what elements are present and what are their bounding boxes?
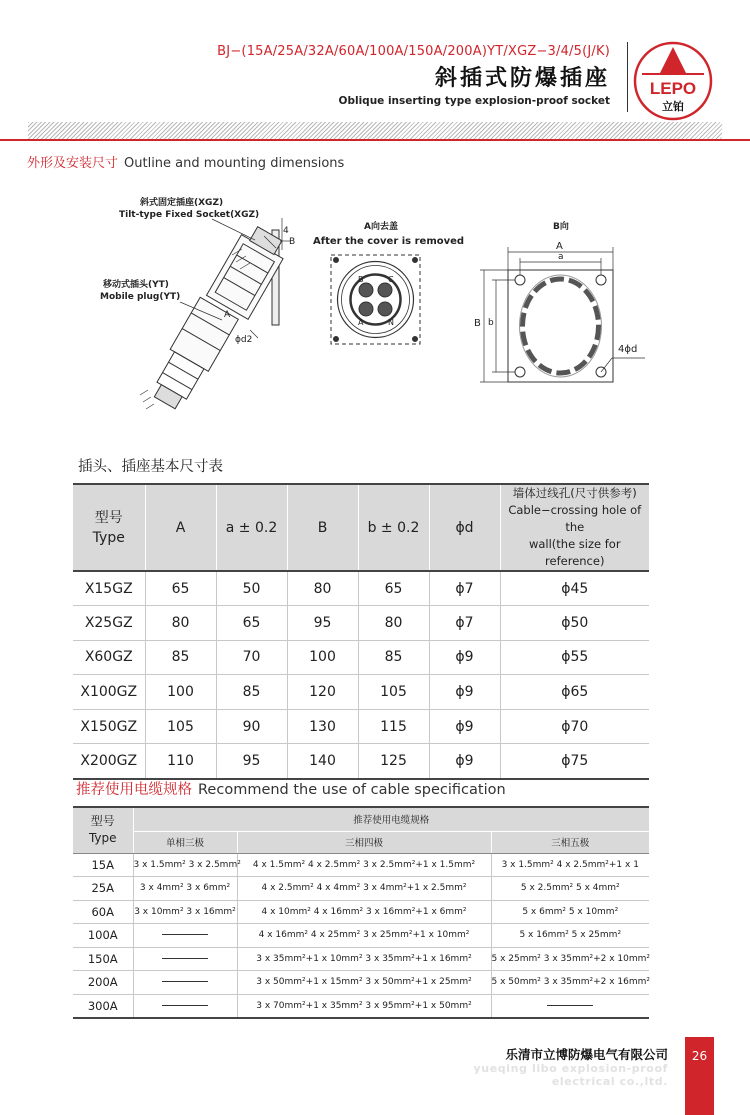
cell-B: 130 [287, 709, 358, 744]
cell-d: ϕ7 [429, 606, 500, 641]
col-type [73, 807, 133, 853]
cell-three4: 3 x 35mm²+1 x 10mm² 3 x 35mm²+1 x 16mm² [237, 947, 491, 971]
label-view-a-en: After the cover is removed [313, 236, 465, 247]
label-dim-d2: ϕd2 [235, 335, 253, 345]
table-row [73, 571, 649, 606]
cell-A: 80 [145, 606, 216, 641]
cell-type: 15A [73, 853, 133, 877]
col-wall-hole-cn: 墙体过线孔(尺寸供参考) [512, 486, 637, 500]
cell-three4: 3 x 50mm²+1 x 15mm² 3 x 50mm²+1 x 25mm² [237, 971, 491, 995]
cell-hole: ϕ65 [500, 675, 649, 710]
cell-a: 95 [216, 744, 287, 779]
page-subtitle: Oblique inserting type explosion-proof socket [338, 95, 610, 107]
label-fixed-socket-en: Tilt-type Fixed Socket(XGZ) [119, 210, 260, 220]
cell-A: 100 [145, 675, 216, 710]
view-b-drawing [480, 247, 645, 382]
col-type-en: Type [88, 831, 117, 846]
cell-B: 95 [287, 606, 358, 641]
label-dim-A: A [556, 241, 563, 252]
cell-b: 115 [358, 709, 429, 744]
cell-type: 60A [73, 900, 133, 924]
cell-B: 80 [287, 571, 358, 606]
col-B: B [287, 484, 358, 571]
pin-label-c: C [388, 275, 394, 284]
cell-a: 50 [216, 571, 287, 606]
cell-three5: 5 x 2.5mm² 5 x 4mm² [491, 877, 649, 901]
label-dim-b-side: B [289, 237, 296, 247]
cell-hole: ϕ55 [500, 640, 649, 675]
cell-type: X60GZ [73, 640, 145, 675]
cell-type: X100GZ [73, 675, 145, 710]
cell-hole: ϕ45 [500, 571, 649, 606]
label-dim-a-side: A [224, 310, 231, 320]
cell-B: 120 [287, 675, 358, 710]
cell-b: 105 [358, 675, 429, 710]
pin-label-a: A [358, 318, 364, 327]
cell-hole: ϕ75 [500, 744, 649, 779]
empty-dash [162, 934, 208, 935]
col-type-cn: 型号 [90, 814, 115, 829]
cell-b: 125 [358, 744, 429, 779]
cell-type: 25A [73, 877, 133, 901]
cell-single-empty [133, 994, 237, 1018]
cell-three4: 4 x 1.5mm² 4 x 2.5mm² 3 x 2.5mm²+1 x 1.5mm² [237, 853, 491, 877]
label-dim-B: B [474, 318, 481, 329]
cell-single-empty [133, 971, 237, 995]
cell-type: X200GZ [73, 744, 145, 779]
col-single-phase: 单相三极 [133, 831, 237, 853]
table-row [73, 640, 649, 675]
cell-type: X15GZ [73, 571, 145, 606]
company-name-cn: 乐清市立博防爆电气有限公司 [505, 1047, 668, 1062]
section-cable-title-en: Recommend the use of cable specification [198, 782, 506, 798]
label-dim-b: b [488, 318, 494, 328]
table-row [73, 877, 649, 901]
dimension-table-header [73, 484, 649, 571]
cell-a: 85 [216, 675, 287, 710]
cell-single: 3 x 10mm² 3 x 16mm² [133, 900, 237, 924]
col-type-en: Type [92, 529, 125, 546]
cell-A: 105 [145, 709, 216, 744]
cell-three4: 4 x 2.5mm² 4 x 4mm² 3 x 4mm²+1 x 2.5mm² [237, 877, 491, 901]
cell-type: 100A [73, 924, 133, 948]
cell-hole: ϕ50 [500, 606, 649, 641]
side-view-drawing [140, 218, 291, 414]
table-row [73, 947, 649, 971]
table-row [73, 971, 649, 995]
cell-single-empty [133, 947, 237, 971]
cable-table-subheader [73, 831, 649, 853]
dimension-table [73, 483, 649, 780]
empty-dash [162, 981, 208, 982]
col-b: b ± 0.2 [358, 484, 429, 571]
cell-three5: 3 x 1.5mm² 4 x 2.5mm²+1 x 1 [491, 853, 649, 877]
label-view-b: B向 [553, 222, 569, 232]
cell-type: 300A [73, 994, 133, 1018]
cell-three5: 5 x 25mm² 3 x 35mm²+2 x 10mm² [491, 947, 649, 971]
cell-a: 65 [216, 606, 287, 641]
table-row [73, 606, 649, 641]
table-row [73, 853, 649, 877]
cell-single: 3 x 1.5mm² 3 x 2.5mm² [133, 853, 237, 877]
section-outline-title-en: Outline and mounting dimensions [124, 156, 345, 171]
cell-d: ϕ9 [429, 640, 500, 675]
cell-b: 65 [358, 571, 429, 606]
col-A: A [145, 484, 216, 571]
col-three-phase-5: 三相五极 [491, 831, 649, 853]
label-dim-a: a [558, 252, 564, 262]
label-view-a-cn: A向去盖 [364, 222, 398, 232]
page-number: 26 [685, 1037, 714, 1115]
cell-three4: 3 x 70mm²+1 x 35mm² 3 x 95mm²+1 x 50mm² [237, 994, 491, 1018]
pin-label-n: N [388, 318, 394, 327]
view-a-drawing [331, 255, 420, 344]
cell-three4: 4 x 16mm² 4 x 25mm² 3 x 25mm²+1 x 10mm² [237, 924, 491, 948]
table-row [73, 709, 649, 744]
cell-d: ϕ7 [429, 571, 500, 606]
section-outline-title-cn: 外形及安装尺寸 [27, 156, 119, 171]
company-name-en-line2: electrical co.,ltd. [551, 1075, 668, 1088]
col-type [73, 484, 145, 571]
cell-single: 3 x 4mm² 3 x 6mm² [133, 877, 237, 901]
empty-dash [547, 1005, 593, 1006]
cell-three5: 5 x 16mm² 5 x 25mm² [491, 924, 649, 948]
cell-a: 90 [216, 709, 287, 744]
cable-spec-table [73, 806, 649, 1019]
col-wall-hole-en2: wall(the size for reference) [528, 537, 621, 568]
label-fixed-socket-cn: 斜式固定插座(XGZ) [140, 198, 224, 208]
cell-single-empty [133, 924, 237, 948]
logo-cn: 立铂 [662, 100, 684, 113]
cell-b: 85 [358, 640, 429, 675]
col-a: a ± 0.2 [216, 484, 287, 571]
cell-type: 200A [73, 971, 133, 995]
table-row [73, 744, 649, 779]
page-title: 斜插式防爆插座 [434, 66, 610, 91]
col-wall-hole [500, 484, 649, 571]
section-cable-heading [76, 778, 506, 799]
col-three-phase-4: 三相四极 [237, 831, 491, 853]
label-mobile-plug-cn: 移动式插头(YT) [103, 280, 169, 290]
cell-B: 100 [287, 640, 358, 675]
cell-three5-empty [491, 994, 649, 1018]
logo-text: LEPO [649, 79, 697, 98]
table1-caption: 插头、插座基本尺寸表 [78, 459, 223, 475]
cell-type: X150GZ [73, 709, 145, 744]
section-cable-title-cn: 推荐使用电缆规格 [76, 782, 192, 798]
empty-dash [162, 1005, 208, 1006]
table-row [73, 675, 649, 710]
dimension-drawings [0, 0, 750, 430]
cable-table-header [73, 807, 649, 831]
cell-hole: ϕ70 [500, 709, 649, 744]
cell-d: ϕ9 [429, 675, 500, 710]
cell-three5: 5 x 6mm² 5 x 10mm² [491, 900, 649, 924]
col-d: ϕd [429, 484, 500, 571]
company-name-en-line1: yueqing libo explosion-proof [473, 1062, 668, 1075]
cell-d: ϕ9 [429, 709, 500, 744]
label-dim-4: 4 [283, 226, 289, 236]
cell-type: 150A [73, 947, 133, 971]
model-series: BJ−(15A/25A/32A/60A/100A/150A/200A)YT/XGZ−3/4/5(J/K) [217, 44, 610, 59]
table-row [73, 900, 649, 924]
empty-dash [162, 958, 208, 959]
label-mobile-plug-en: Mobile plug(YT) [100, 292, 181, 302]
cell-three4: 4 x 10mm² 4 x 16mm² 3 x 16mm²+1 x 6mm² [237, 900, 491, 924]
cell-a: 70 [216, 640, 287, 675]
cell-B: 140 [287, 744, 358, 779]
cell-type: X25GZ [73, 606, 145, 641]
col-type-cn: 型号 [94, 509, 123, 526]
col-wall-hole-en1: Cable−crossing hole of the [508, 503, 642, 534]
cell-A: 110 [145, 744, 216, 779]
col-cable-spec: 推荐使用电缆规格 [133, 807, 649, 831]
cell-d: ϕ9 [429, 744, 500, 779]
label-dim-4d: 4ϕd [618, 344, 638, 355]
table-row [73, 994, 649, 1018]
pin-label-b: B [358, 275, 364, 284]
cell-A: 65 [145, 571, 216, 606]
table-row [73, 924, 649, 948]
cell-three5: 5 x 50mm² 3 x 35mm²+2 x 16mm² [491, 971, 649, 995]
cell-b: 80 [358, 606, 429, 641]
cell-A: 85 [145, 640, 216, 675]
